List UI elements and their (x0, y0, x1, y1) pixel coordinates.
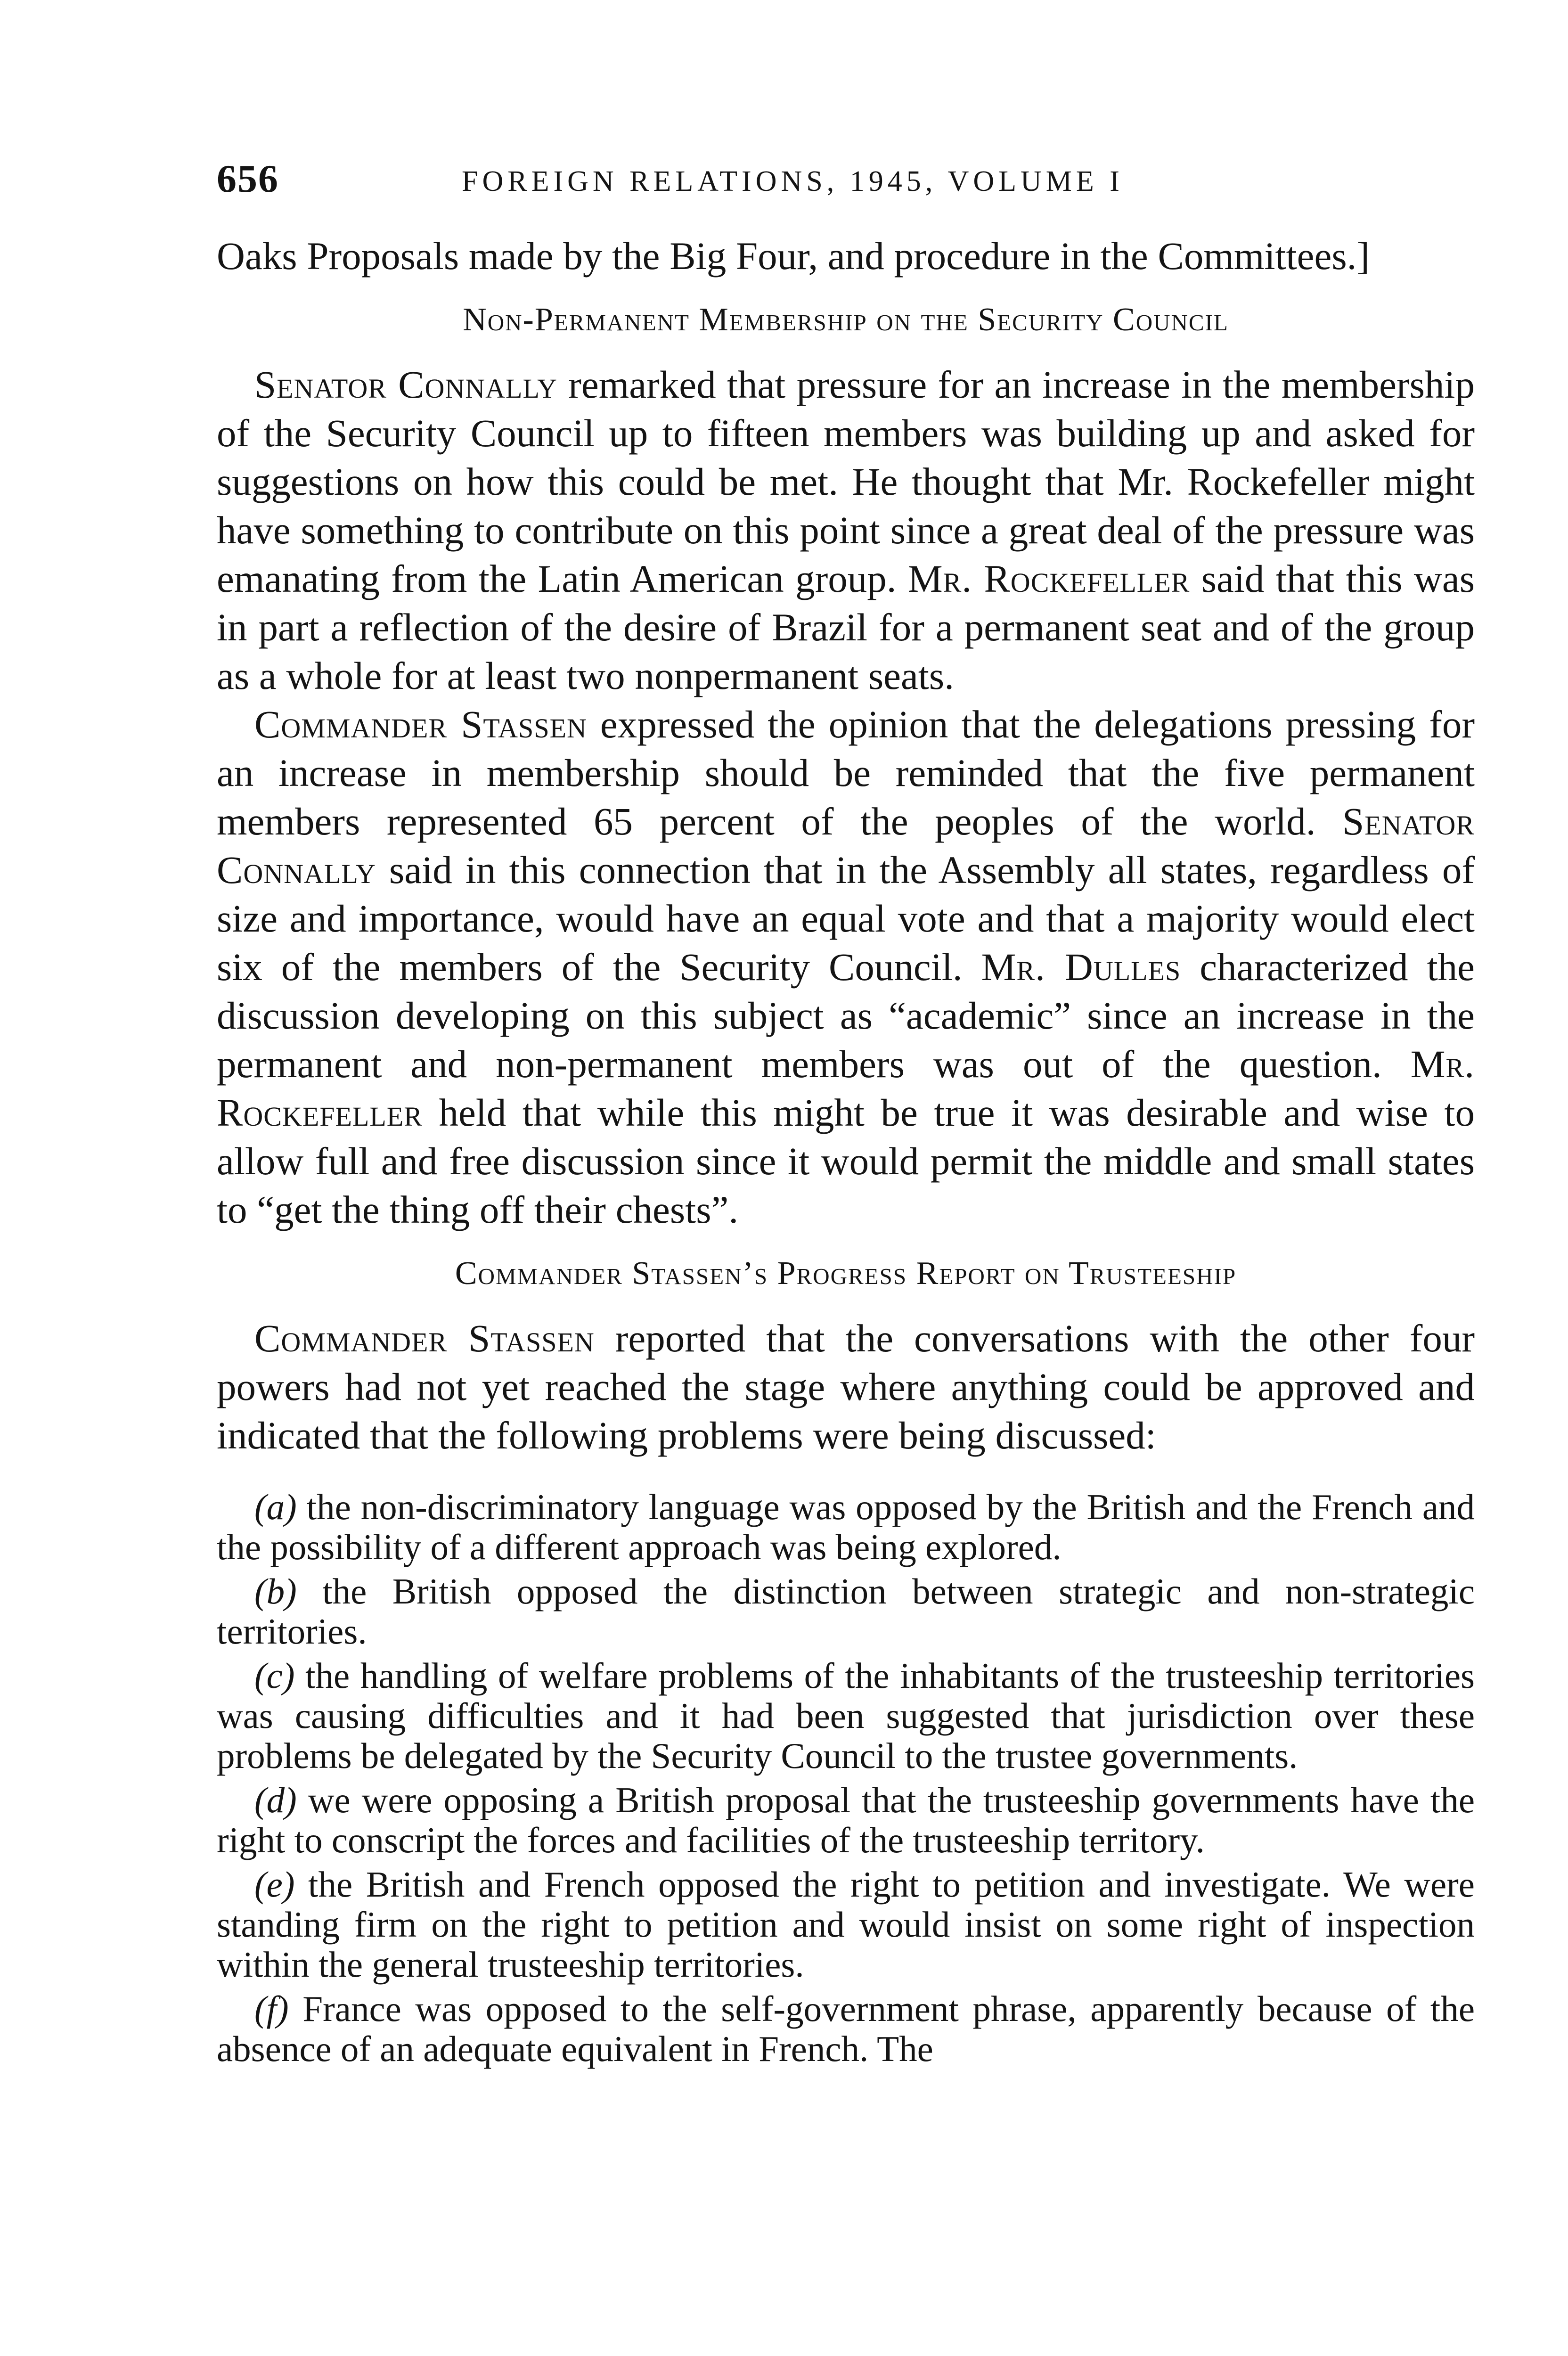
item-text: the British opposed the distinction between strategic and non-strategic territories. (217, 1571, 1475, 1652)
speaker-name: Mr. Rockefeller (217, 1042, 1475, 1134)
paragraph-text: held that while this might be true it was desirable and wise to allow full and free discussion since it would permit the middle and small states to “get the thing off their chests”. (217, 1091, 1475, 1231)
speaker-name: Senator Connally (254, 363, 557, 406)
item-letter: (e) (254, 1864, 295, 1905)
list-item (217, 1571, 1475, 1652)
running-title: FOREIGN RELATIONS, 1945, VOLUME I (462, 165, 1124, 197)
speaker-name: Commander Stassen (254, 703, 587, 746)
paragraph-text: said in this connection that in the Assembly all states, regardless of size and importance, would have an equal vote and that a majority would elect six of the members of the Security Council. (217, 848, 1475, 989)
continuation-paragraph: Oaks Proposals made by the Big Four, and procedure in the Committees.] (217, 234, 1370, 278)
item-letter: (b) (254, 1571, 297, 1612)
paragraph-text: reported that the conversations with the other four powers had not yet reached the stage where anything could be approved and indicated that the following problems were being discussed: (217, 1317, 1475, 1457)
document-page (217, 155, 1475, 2073)
item-letter: (c) (254, 1655, 295, 1696)
speaker-name: Mr. Rockefeller (907, 557, 1190, 600)
item-text: the handling of welfare problems of the inhabitants of the trusteeship territories was causing difficulties and it had been suggested that jurisdiction over these problems be delegated by the Security Council to the trustee governments. (217, 1655, 1475, 1776)
running-head (217, 155, 1475, 207)
speaker-name: Senator Connally (217, 800, 1475, 892)
item-text: we were opposing a British proposal that the trusteeship governments have the right to conscript the forces and facilities of the trusteeship territory. (217, 1780, 1475, 1860)
speaker-name: Commander Stassen (254, 1317, 595, 1360)
item-text: the British and French opposed the right to petition and investigate. We were standing firm on the right to petition and would insist on some right of inspection within the general trusteeship territories. (217, 1864, 1475, 1985)
paragraph-text: characterized the discussion developing on this subject as “academic” since an increase in the permanent and non-permanent members was out of the question. (217, 945, 1475, 1086)
paragraph-text: said that this was in part a reflection of the desire of Brazil for a permanent seat and of the group as a whole for at least two nonpermanent seats. (217, 557, 1475, 697)
speaker-name: Mr. Dulles (981, 945, 1181, 989)
item-text: France was opposed to the self-government phrase, apparently because of the absence of an adequate equivalent in French. The (217, 1988, 1475, 2069)
paragraph-stassen-report (217, 1314, 1475, 1460)
list-item (217, 1656, 1475, 1776)
list-item (217, 1780, 1475, 1860)
item-letter: (f) (254, 1988, 289, 2029)
item-text: the non-discriminatory language was opposed by the British and the French and the possibility of a different approach was being explored. (217, 1487, 1475, 1567)
list-item (217, 1989, 1475, 2069)
page-number: 656 (217, 157, 279, 201)
list-item (217, 1487, 1475, 1567)
paragraph-stassen-opinion (217, 700, 1475, 1234)
paragraph-connally-remarks (217, 360, 1475, 700)
problems-list (217, 1487, 1475, 2069)
list-item (217, 1865, 1475, 1985)
item-letter: (a) (254, 1487, 297, 1527)
paragraph-text: remarked that pressure for an increase in the membership of the Security Council up to fifteen members was building up and asked for suggestions on how this could be met. He thought that Mr. Rockefeller might have something to contribute on this point since a great deal of the pressure was emanating from the Latin American group. (217, 363, 1475, 600)
item-letter: (d) (254, 1780, 297, 1820)
section-heading-trusteeship: Commander Stassen’s Progress Report on Trusteeship (455, 1255, 1237, 1292)
paragraph-text: expressed the opinion that the delegations pressing for an increase in membership should be reminded that the five permanent members represented 65 percent of the peoples of the world. (217, 703, 1475, 843)
section-heading-membership: Non-Permanent Membership on the Security Council (463, 302, 1229, 338)
